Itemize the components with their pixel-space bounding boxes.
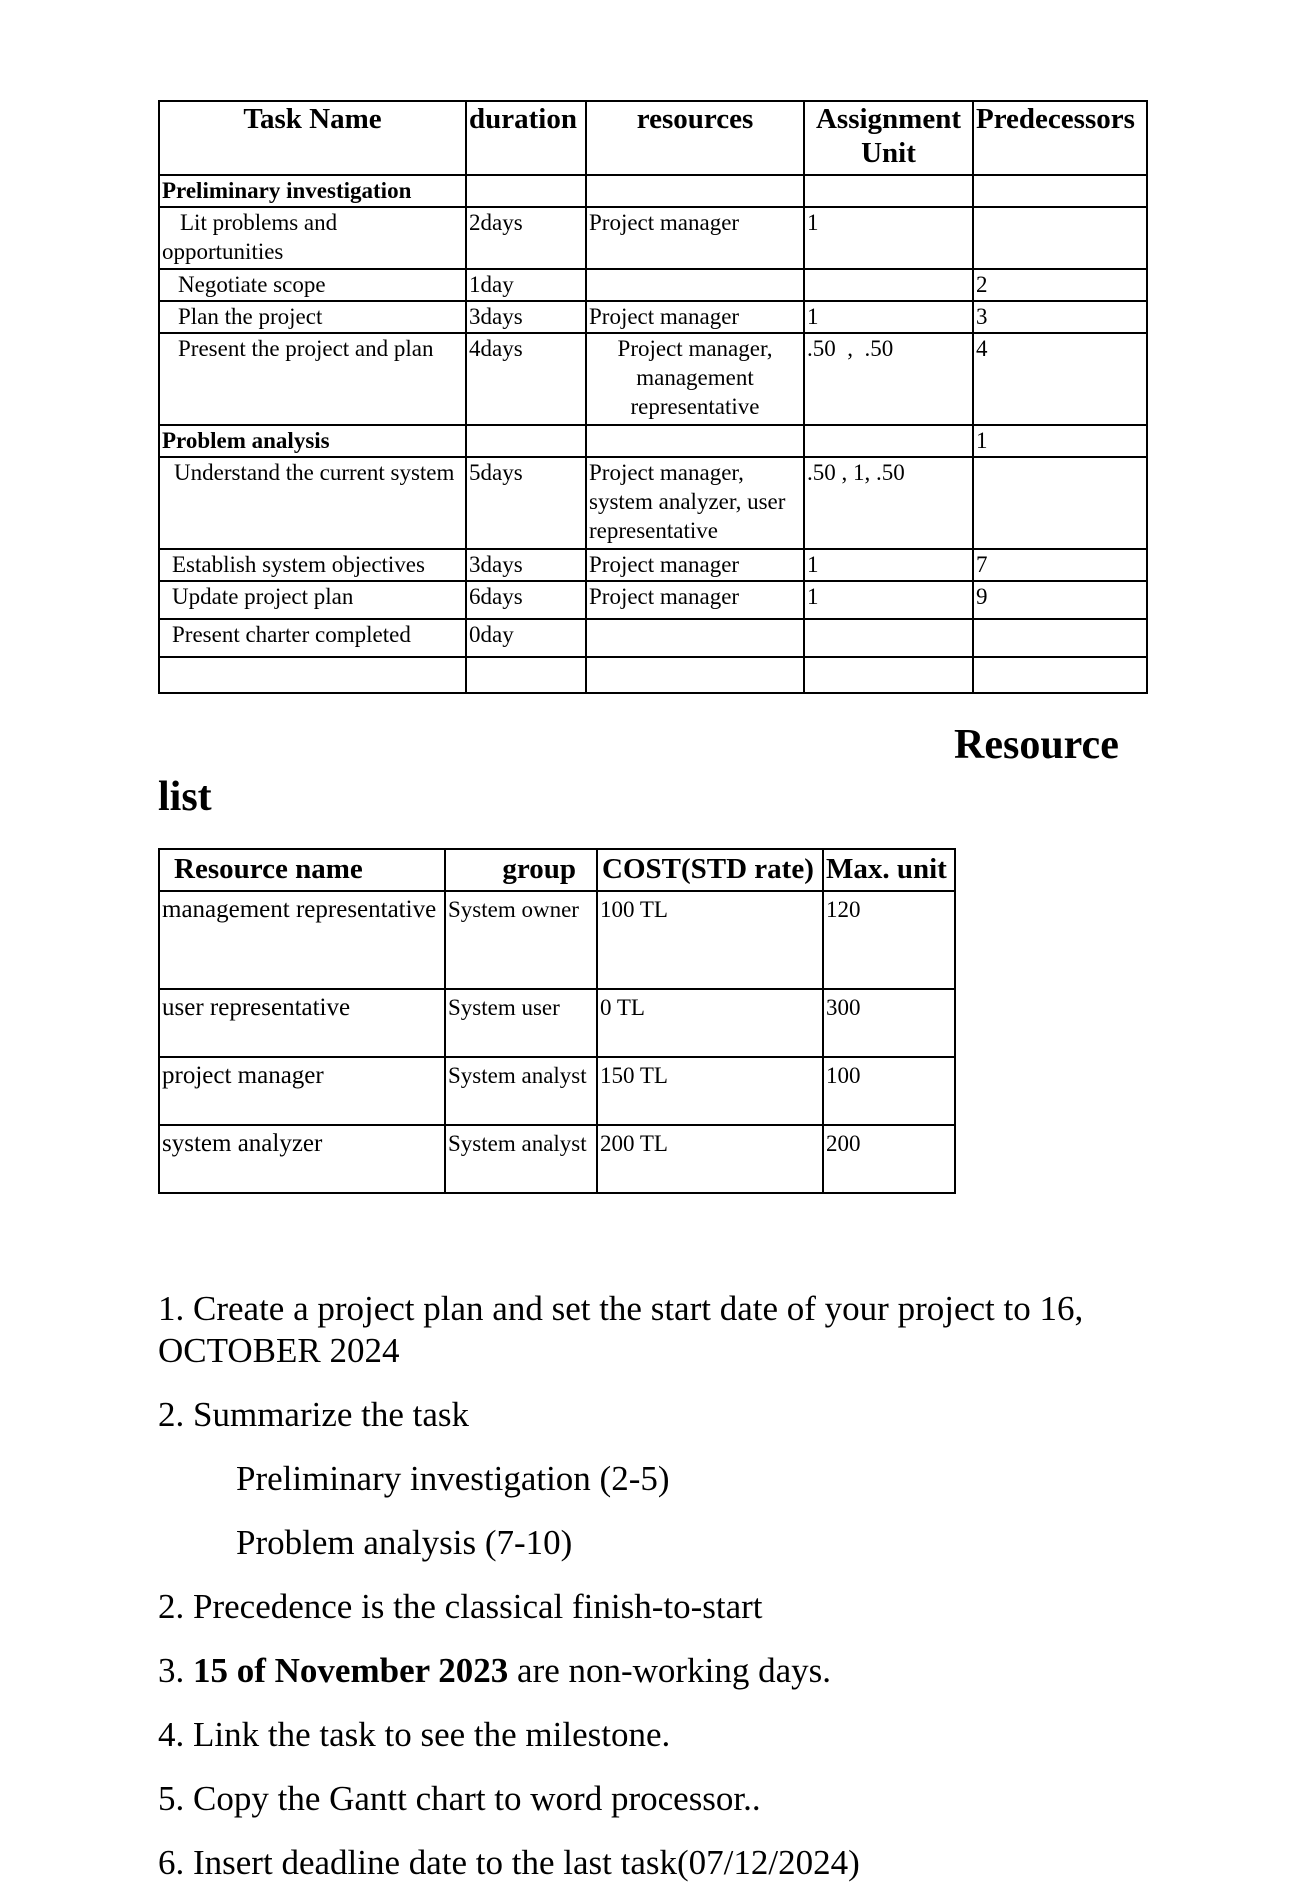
table-row: [159, 549, 1147, 581]
task-predecessors: [973, 207, 1147, 269]
task-resources: [586, 269, 804, 301]
table-row: [159, 1057, 955, 1125]
table-row: [159, 457, 1147, 549]
table-row: [159, 581, 1147, 619]
task-predecessors: 4: [973, 333, 1147, 425]
task-name: Establish system objectives: [159, 549, 466, 581]
table-row: [159, 333, 1147, 425]
task-predecessors: [973, 175, 1147, 207]
task-duration: 3days: [466, 549, 586, 581]
resource-group: System analyst: [445, 1125, 597, 1193]
table-row: [159, 301, 1147, 333]
task-name: Negotiate scope: [159, 269, 466, 301]
task-unit: .50 , .50: [804, 333, 973, 425]
resource-table: [158, 848, 956, 1194]
task-predecessors: 1: [973, 425, 1147, 457]
header-resource-name: Resource name: [159, 849, 445, 891]
resource-name: system analyzer: [159, 1125, 445, 1193]
task-name: [159, 457, 466, 549]
table-row: [159, 425, 1147, 457]
task-name-text: Lit problems and opportunities: [162, 210, 338, 264]
task-resources: Project manager: [586, 549, 804, 581]
task-name: Plan the project: [159, 301, 466, 333]
task-resources: Project manager: [586, 301, 804, 333]
instruction-4: [158, 1650, 1158, 1692]
task-duration: 3days: [466, 301, 586, 333]
task-unit: .50 , 1, .50: [804, 457, 973, 549]
header-predecessors: Predecessors: [973, 101, 1147, 175]
header-task-name: Task Name: [159, 101, 466, 175]
resource-max-unit: 200: [823, 1125, 955, 1193]
header-resources: resources: [586, 101, 804, 175]
resource-max-unit: 120: [823, 891, 955, 989]
instruction-1: 1. Create a project plan and set the start date of your project to 16, OCTOBER 2024: [158, 1289, 1084, 1370]
task-name: Present the project and plan: [159, 333, 466, 425]
task-duration: 0day: [466, 619, 586, 657]
task-predecessors: 9: [973, 581, 1147, 619]
task-resources: Project manager: [586, 581, 804, 619]
task-resources: Project manager: [586, 207, 804, 269]
empty-cell: [973, 657, 1147, 693]
resource-max-unit: 300: [823, 989, 955, 1057]
instruction-4-suffix: are non-working days.: [508, 1651, 831, 1690]
task-duration: 2days: [466, 207, 586, 269]
task-duration: 4days: [466, 333, 586, 425]
resource-name: user representative: [159, 989, 445, 1057]
task-resources: Project manager, system analyzer, user representative: [586, 457, 804, 549]
task-name: Present charter completed: [159, 619, 466, 657]
task-unit: [804, 175, 973, 207]
header-cost: COST(STD rate): [597, 849, 823, 891]
task-unit: 1: [804, 207, 973, 269]
task-predecessors: [973, 457, 1147, 549]
task-predecessors: 2: [973, 269, 1147, 301]
empty-cell: [159, 657, 466, 693]
header-assignment-unit: Assignment Unit: [804, 101, 973, 175]
empty-cell: [804, 657, 973, 693]
header-max-unit: Max. unit: [823, 849, 955, 891]
task-duration: 6days: [466, 581, 586, 619]
header-duration: duration: [466, 101, 586, 175]
task-unit: 1: [804, 581, 973, 619]
task-resources: [586, 175, 804, 207]
resource-group: System owner: [445, 891, 597, 989]
table-row: [159, 175, 1147, 207]
table-row: [159, 269, 1147, 301]
instruction-6: 5. Copy the Gantt chart to word processor..: [158, 1779, 761, 1818]
resource-cost: 100 TL: [597, 891, 823, 989]
task-table-header: [159, 101, 1147, 175]
empty-cell: [466, 657, 586, 693]
empty-cell: [586, 657, 804, 693]
task-name: Update project plan: [159, 581, 466, 619]
task-name: [159, 207, 466, 269]
task-duration: [466, 425, 586, 457]
resource-cost: 0 TL: [597, 989, 823, 1057]
instruction-2: 2. Summarize the task: [158, 1395, 470, 1434]
header-group: group: [445, 849, 597, 891]
task-unit: [804, 619, 973, 657]
task-duration: [466, 175, 586, 207]
task-resources: Project manager, management representative: [586, 333, 804, 425]
task-predecessors: 3: [973, 301, 1147, 333]
table-row: [159, 207, 1147, 269]
task-resources: [586, 619, 804, 657]
instruction-5: 4. Link the task to see the milestone.: [158, 1715, 671, 1754]
table-row: [159, 891, 955, 989]
task-unit: 1: [804, 301, 973, 333]
task-table: [158, 100, 1148, 694]
instruction-4-prefix: 3.: [158, 1651, 193, 1690]
task-unit: [804, 425, 973, 457]
task-unit: [804, 269, 973, 301]
resource-group: System analyst: [445, 1057, 597, 1125]
task-predecessors: 7: [973, 549, 1147, 581]
resource-list-heading-continued: list: [158, 774, 212, 820]
instructions: [158, 1288, 1158, 1884]
task-duration: 1day: [466, 269, 586, 301]
table-row-empty: [159, 657, 1147, 693]
task-resources: [586, 425, 804, 457]
task-unit: 1: [804, 549, 973, 581]
resource-name: project manager: [159, 1057, 445, 1125]
instruction-2a: Preliminary investigation (2-5): [236, 1459, 670, 1498]
task-predecessors: [973, 619, 1147, 657]
resource-cost: 200 TL: [597, 1125, 823, 1193]
instruction-3: 2. Precedence is the classical finish-to-start: [158, 1587, 763, 1626]
table-row: [159, 1125, 955, 1193]
instruction-2b: Problem analysis (7-10): [236, 1523, 573, 1562]
table-row: [159, 989, 955, 1057]
resource-list-heading: Resource: [954, 722, 1119, 768]
task-name: Problem analysis: [159, 425, 466, 457]
resource-name: management representative: [159, 891, 445, 989]
resource-table-header: [159, 849, 955, 891]
instruction-7: 6. Insert deadline date to the last task(07/12/2024): [158, 1843, 860, 1882]
resource-group: System user: [445, 989, 597, 1057]
instruction-4-bold: 15 of November 2023: [193, 1651, 509, 1690]
task-name-text: Understand the current system: [174, 460, 455, 485]
task-duration: 5days: [466, 457, 586, 549]
table-row: [159, 619, 1147, 657]
resource-max-unit: 100: [823, 1057, 955, 1125]
resource-cost: 150 TL: [597, 1057, 823, 1125]
task-name: Preliminary investigation: [159, 175, 466, 207]
